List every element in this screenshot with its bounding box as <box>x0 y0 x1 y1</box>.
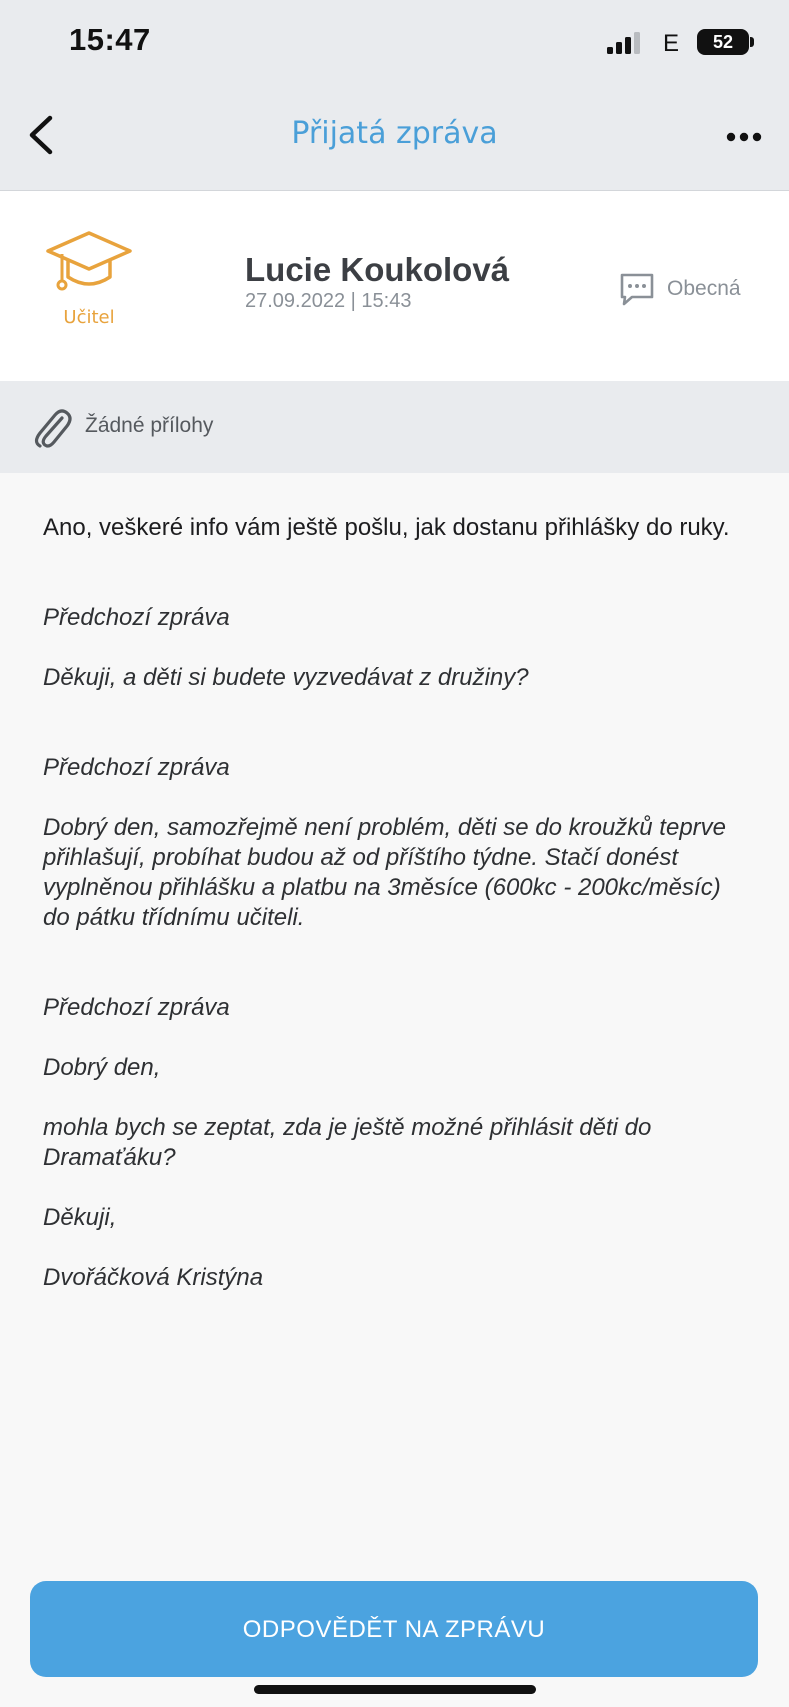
quote-text: Děkuji, a děti si budete vyzvedávat z družiny? <box>43 664 529 691</box>
graduation-cap-icon <box>44 229 134 293</box>
message-date: 27.09.2022 | 15:43 <box>245 290 412 312</box>
message-text: Ano, veškeré info vám ještě pošlu, jak dostanu přihlášky do ruky. <box>43 514 730 541</box>
status-time: 15:47 <box>69 22 151 57</box>
quote-text: mohla bych se zeptat, zda je ještě možné přihlásit děti do Dramaťáku? <box>43 1114 652 1171</box>
battery-icon: 52 <box>697 29 749 55</box>
attachments-label: Žádné přílohy <box>85 414 214 437</box>
role-label: Učitel <box>63 307 115 328</box>
quote-greeting: Dobrý den, <box>43 1054 161 1081</box>
page-title: Přijatá zpráva <box>291 116 498 151</box>
network-type: E <box>663 30 680 57</box>
more-options-icon[interactable] <box>724 122 764 152</box>
quote-thanks: Děkuji, <box>43 1204 117 1231</box>
paperclip-icon <box>32 404 72 450</box>
chat-bubble-icon <box>618 271 656 307</box>
header <box>0 0 789 191</box>
sender-name: Lucie Koukolová <box>245 251 510 288</box>
quote-header: Předchozí zpráva <box>43 994 230 1021</box>
reply-button[interactable]: ODPOVĚDĚT NA ZPRÁVU <box>30 1581 758 1677</box>
message-body <box>43 513 753 1293</box>
attachments-bar <box>0 381 789 473</box>
quote-signature: Dvořáčková Kristýna <box>43 1264 264 1291</box>
sender-card <box>0 191 789 381</box>
quote-header: Předchozí zpráva <box>43 754 230 781</box>
category-label: Obecná <box>667 277 741 300</box>
quote-header: Předchozí zpráva <box>43 604 230 631</box>
battery-tip <box>750 37 754 47</box>
quote-text: Dobrý den, samozřejmě není problém, děti se do kroužků teprve přihlašují, probíhat budou až od příštího týdne. Stačí donést vyplněnou přihlášku a platbu na 3měsíce (600kc - 200kc/měsíc) do pátku třídnímu učiteli. <box>43 814 727 931</box>
home-indicator <box>254 1685 536 1694</box>
signal-icon <box>607 32 643 54</box>
